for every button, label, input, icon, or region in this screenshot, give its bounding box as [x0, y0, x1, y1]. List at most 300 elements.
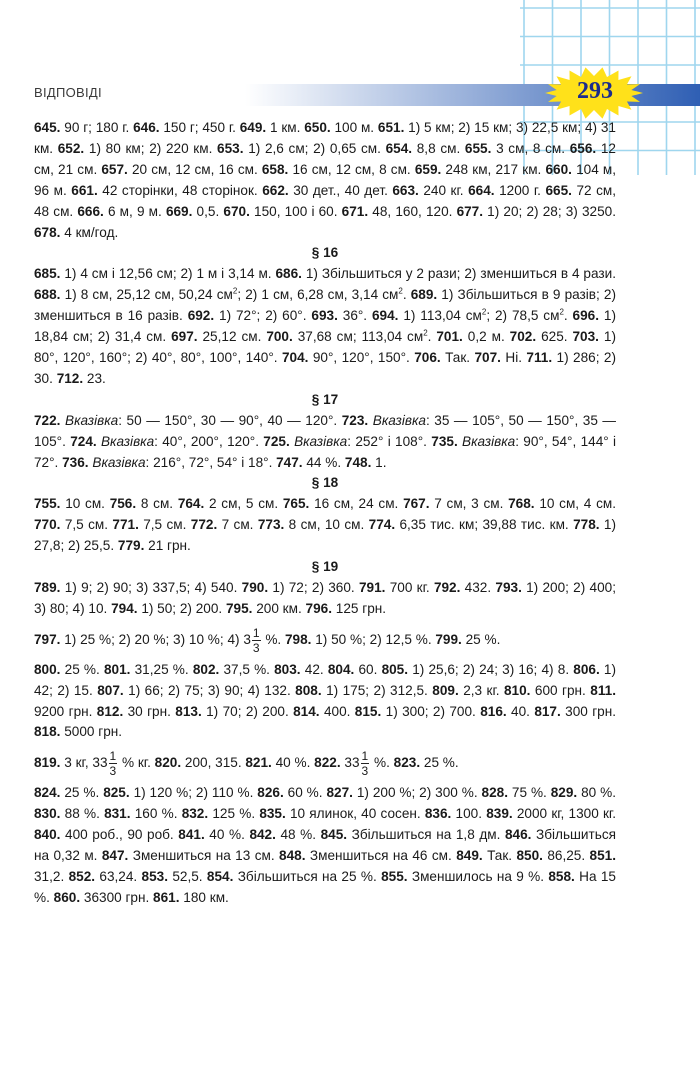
answer-value: 400 роб., 90 роб. — [60, 827, 179, 843]
answer-number: 827. — [326, 785, 353, 801]
answer-number: 659. — [414, 161, 442, 177]
answer-value: 48 %. — [275, 827, 321, 843]
answer-number: 830. — [34, 806, 61, 822]
answers-paragraph — [34, 411, 616, 474]
answer-number: 663. — [392, 182, 419, 198]
answer-number: 798. — [284, 631, 312, 647]
answer-number: 657. — [101, 161, 128, 177]
answer-value: 2,3 кг. — [458, 682, 504, 698]
answer-number: 823. — [393, 755, 421, 771]
answer-value: Ні. — [500, 349, 527, 365]
answer-value: 1) 80 км; 2) 220 км. — [84, 140, 218, 156]
answer-number: 649. — [239, 120, 267, 135]
answer-value: ; 2) 1 см, 6,28 см, 3,14 см — [237, 287, 399, 303]
answer-number: 810. — [504, 682, 531, 698]
answer-number: 677. — [456, 203, 484, 219]
answer-value: 2000 кг, 1300 кг. — [512, 806, 617, 822]
answer-number: 685. — [34, 266, 61, 282]
answer-number: 800. — [34, 661, 61, 677]
answer-number: 660. — [545, 161, 572, 177]
answer-value: 125 %. — [208, 806, 260, 822]
fraction — [361, 749, 370, 778]
answer-number: 703. — [572, 329, 599, 345]
answer-number: 650. — [304, 120, 331, 135]
answer-number: 655. — [464, 140, 492, 156]
answer-value: 10 ялинок, 40 сосен. — [285, 806, 425, 822]
answer-value: 180 км. — [179, 889, 229, 905]
answer-number: 702. — [509, 329, 537, 345]
answer-value: 40 %. — [204, 827, 250, 843]
answer-value: 300 грн. — [560, 703, 616, 719]
superscript: 2 — [559, 307, 564, 317]
answers-paragraph — [34, 620, 616, 660]
answer-number: 671. — [341, 203, 369, 219]
answer-value: 1) 286; 2) 30. — [34, 349, 617, 386]
answer-number: 804. — [327, 661, 355, 677]
answer-value: %. — [370, 755, 394, 771]
answer-number: 829. — [550, 785, 578, 801]
answer-value: : 50 — 150°, 30 — 90°, 40 — 120°. — [118, 412, 342, 428]
answer-number: 693. — [311, 308, 338, 324]
answer-number: 799. — [435, 631, 462, 647]
answer-number: 697. — [171, 329, 198, 345]
fraction-numerator: 1 — [252, 625, 260, 640]
answer-value: 7,5 см. — [60, 517, 113, 533]
answer-number: 796. — [305, 600, 332, 616]
answer-number: 840. — [34, 827, 61, 843]
answer-value: 9200 грн. — [34, 703, 97, 719]
answer-value: : 216°, 72°, 54° і 18°. — [145, 454, 277, 470]
answer-value: 0,2 м. — [462, 329, 510, 345]
hint-label: Вказівка — [65, 412, 119, 428]
answer-value: 1) 2,6 см; 2) 0,65 см. — [243, 140, 386, 156]
answers-paragraph — [34, 494, 616, 557]
answer-number: 747. — [276, 454, 303, 470]
answer-value: 240 кг. — [418, 182, 469, 198]
answer-number: 725. — [263, 433, 290, 449]
answer-number: 794. — [111, 600, 138, 616]
answer-value: 48, 160, 120. — [368, 203, 457, 219]
answer-number: 821. — [245, 755, 272, 771]
answer-number: 858. — [548, 869, 575, 884]
answer-number: 819. — [34, 755, 61, 771]
answer-number: 669. — [165, 203, 193, 219]
answer-value: 90 г; 180 г. — [60, 120, 134, 135]
answer-number: 791. — [358, 579, 386, 595]
answer-number: 696. — [572, 308, 600, 324]
answer-number: 824. — [34, 785, 61, 801]
answer-number: 768. — [508, 496, 535, 512]
answer-value: 20 см, 12 см, 16 см. — [127, 161, 262, 177]
answer-number: 658. — [261, 161, 289, 177]
answer-value: 86,25. — [542, 848, 590, 864]
answer-value: Так. — [440, 349, 475, 365]
answer-value: 2 см, 5 см. — [204, 496, 283, 512]
superscript: 2 — [232, 286, 238, 296]
answer-number: 855. — [381, 869, 408, 884]
answer-number: 822. — [314, 755, 341, 771]
answer-number: 711. — [526, 349, 553, 365]
answer-number: 704. — [281, 349, 309, 365]
answer-value: 1) 72°; 2) 60°. — [214, 308, 312, 324]
answer-number: 661. — [71, 182, 98, 198]
hint-label: Вказівка — [100, 433, 155, 449]
answer-number: 812. — [96, 703, 124, 719]
answer-value: На 15 %. — [34, 869, 616, 905]
answer-number: 802. — [192, 661, 220, 677]
answer-value: 1) Збільшиться в 9 разів; 2) зменшиться в 16 разів. — [34, 287, 616, 324]
answer-value: 1) Збільшиться у 2 рази; 2) зменшиться в 4 рази. — [301, 266, 616, 282]
answer-number: 813. — [175, 703, 202, 719]
answer-value: 200 км. — [252, 600, 306, 616]
answer-value: 1) 18,84 см; 2) 31,4 см. — [34, 308, 616, 345]
answer-number: 688. — [34, 287, 61, 303]
answer-value: 432. — [460, 579, 496, 595]
answer-number: 826. — [257, 785, 284, 801]
answer-number: 712. — [56, 370, 84, 386]
answer-number: 700. — [266, 329, 293, 345]
answer-number: 797. — [34, 631, 61, 647]
answer-value: 1) 50; 2) 200. — [137, 600, 226, 616]
superscript: 2 — [398, 286, 403, 296]
hint-label: Вказівка — [462, 433, 516, 449]
answer-value: 88 %. — [60, 806, 105, 822]
answer-value: 1. — [371, 454, 387, 470]
answer-number: 790. — [241, 579, 269, 595]
fraction-numerator: 1 — [109, 749, 117, 764]
answer-number: 853. — [141, 869, 168, 884]
answer-value: 72 см, 48 см. — [34, 182, 616, 219]
answer-value: 1) 200 %; 2) 300 %. — [352, 785, 482, 801]
answer-value: 5000 грн. — [60, 724, 123, 740]
answer-number: 831. — [104, 806, 131, 822]
answer-value: 44 %. — [302, 454, 345, 470]
answer-value: : 40°, 200°, 120°. — [154, 433, 264, 449]
answers-paragraph — [34, 578, 616, 620]
answer-value: ; 2) 78,5 см — [486, 308, 560, 324]
fraction — [109, 749, 118, 778]
answer-value: 1) 70; 2) 200. — [201, 703, 294, 719]
answer-value: 400. — [319, 703, 355, 719]
answer-number: 854. — [206, 869, 234, 884]
answer-number: 841. — [178, 827, 205, 843]
section-heading: § 18 — [311, 475, 339, 491]
answer-value: 125 грн. — [332, 600, 387, 616]
answer-value: Зменшилось на 9 %. — [407, 869, 549, 884]
answer-value: Так. — [482, 848, 517, 864]
section-heading: § 17 — [311, 391, 339, 407]
answer-number: 845. — [320, 827, 348, 843]
answer-value: 1) 300; 2) 700. — [381, 703, 481, 719]
answer-number: 793. — [495, 579, 522, 595]
answer-number: 665. — [545, 182, 572, 198]
answer-number: 656. — [569, 140, 597, 156]
answer-number: 792. — [433, 579, 461, 595]
answer-value: 1) 66; 2) 75; 3) 90; 4) 132. — [123, 682, 296, 698]
answer-number: 692. — [187, 308, 215, 324]
answer-number: 820. — [154, 755, 182, 771]
answer-value: 36300 грн. — [80, 889, 154, 905]
answer-number: 811. — [590, 682, 616, 698]
answer-number: 770. — [34, 517, 61, 533]
answer-number: 748. — [344, 454, 372, 470]
answer-value: 25 %. — [60, 661, 104, 677]
answer-value: 1) 120 %; 2) 110 %. — [129, 785, 258, 801]
answer-value: 1) 42; 2) 15. — [34, 661, 616, 698]
fraction — [252, 626, 261, 655]
answer-number: 707. — [474, 349, 501, 365]
answer-value: . — [427, 329, 437, 345]
answer-number: 806. — [573, 661, 600, 677]
answer-value: 150, 100 і 60. — [249, 203, 342, 219]
answer-value: 16 см, 12 см, 8 см. — [288, 161, 415, 177]
answer-value: %. — [261, 631, 285, 647]
answer-value: 7 см, 3 см. — [429, 496, 509, 512]
answer-number: 664. — [468, 182, 495, 198]
answer-number: 839. — [486, 806, 513, 822]
answer-value: 1) 80°, 120°, 160°; 2) 40°, 80°, 100°, 140°. — [34, 329, 616, 365]
answer-number: 814. — [293, 703, 320, 719]
answer-value: % кг. — [118, 755, 155, 771]
answer-number: 851. — [589, 848, 616, 864]
answer-number: 836. — [424, 806, 452, 822]
answer-value: 700 кг. — [385, 579, 434, 595]
answer-value: 31,2. — [34, 869, 69, 884]
answer-value: 25 %. — [461, 631, 501, 647]
answer-value: 75 %. — [508, 785, 551, 801]
answer-value: 7,5 см. — [138, 517, 191, 533]
answer-value: 40. — [506, 703, 535, 719]
answers-paragraph — [34, 264, 616, 389]
answer-number: 736. — [62, 454, 89, 470]
answer-number: 850. — [516, 848, 543, 864]
section-heading: § 19 — [311, 559, 339, 575]
answer-value: 600 грн. — [530, 682, 591, 698]
answer-value: 0,5. — [192, 203, 224, 219]
answer-value: 25 %. — [420, 755, 459, 771]
answer-number: 846. — [504, 827, 532, 843]
answer-value: 100 м. — [330, 120, 378, 135]
answer-value: 90°, 120°, 150°. — [308, 349, 415, 365]
answer-number: 860. — [53, 889, 81, 905]
answer-number: 774. — [368, 517, 396, 533]
answer-value: 30 грн. — [123, 703, 176, 719]
answers-paragraph — [34, 660, 616, 744]
answers-paragraph — [34, 783, 616, 908]
answer-number: 653. — [217, 140, 244, 156]
answer-number: 795. — [225, 600, 253, 616]
answer-value: 1) 20; 2) 28; 3) 3250. — [483, 203, 617, 219]
answer-value: 1) 25 %; 2) 20 %; 3) 10 %; 4) 3 — [60, 631, 251, 647]
answer-number: 670. — [223, 203, 250, 219]
answer-value: 1) 175; 2) 312,5. — [321, 682, 433, 698]
hint-label: Вказівка — [372, 412, 426, 428]
answer-value: 52,5. — [167, 869, 207, 884]
answer-value: Збільшиться на 25 %. — [233, 869, 382, 884]
answer-number: 848. — [279, 848, 306, 864]
section-title: ВІДПОВІДІ — [34, 85, 102, 100]
answer-value: 160 %. — [130, 806, 182, 822]
answer-value: 42 сторінки, 48 сторінок. — [97, 182, 263, 198]
fraction-numerator: 1 — [361, 749, 369, 764]
answer-value: 1) 72; 2) 360. — [268, 579, 359, 595]
answer-value: 31,25 %. — [130, 661, 193, 677]
answer-number: 678. — [34, 224, 61, 240]
answer-number: 767. — [403, 496, 430, 512]
answers-paragraph — [34, 118, 616, 243]
answer-number: 645. — [34, 120, 61, 135]
answer-value: 1) 27,8; 2) 25,5. — [34, 517, 616, 554]
fraction-denominator: 3 — [361, 764, 369, 779]
answer-value: Зменшиться на 13 см. — [128, 848, 280, 864]
answer-value: 3 кг, 33 — [60, 755, 108, 771]
answer-value: . — [563, 308, 573, 324]
answer-value: 3 см, 8 см. — [491, 140, 570, 156]
answer-value: 63,24. — [95, 869, 142, 884]
answer-value: 37,5 %. — [219, 661, 275, 677]
answer-value: 30 дет., 40 дет. — [288, 182, 393, 198]
answer-value: 6 м, 9 м. — [103, 203, 166, 219]
answer-value: 10 см, 4 см. — [534, 496, 617, 512]
answer-number: 735. — [431, 433, 458, 449]
answer-value: 36°. — [337, 308, 372, 324]
answer-value: 104 м, 96 м. — [34, 161, 617, 198]
answer-value: : 35 — 105°, 50 — 150°, 35 — 105°. — [34, 412, 617, 449]
answer-number: 808. — [295, 682, 322, 698]
answer-number: 789. — [34, 579, 61, 595]
answer-number: 651. — [377, 120, 405, 135]
answer-number: 828. — [481, 785, 509, 801]
answer-number: 809. — [432, 682, 459, 698]
section-heading: § 16 — [311, 245, 339, 261]
answer-number: 722. — [34, 412, 61, 428]
page-number: 293 — [577, 78, 613, 104]
answer-number: 807. — [97, 682, 124, 698]
answer-value: 25 %. — [60, 785, 104, 801]
answer-number: 772. — [190, 517, 218, 533]
answer-number: 778. — [573, 517, 600, 533]
answer-value: 1) 113,04 см — [398, 308, 482, 324]
answer-number: 773. — [257, 517, 285, 533]
answer-number: 849. — [456, 848, 483, 864]
answer-value: 23. — [83, 370, 106, 386]
answer-number: 652. — [57, 140, 85, 156]
answer-value: 1) 4 см і 12,56 см; 2) 1 м і 3,14 м. — [60, 266, 276, 282]
answer-value: Збільшиться на 0,32 м. — [34, 827, 616, 864]
answer-value: : 90°, 54°, 144° і 72°. — [34, 433, 617, 470]
answer-number: 818. — [34, 724, 61, 740]
answer-number: 723. — [341, 412, 369, 428]
answer-number: 686. — [275, 266, 302, 282]
answer-number: 662. — [262, 182, 289, 198]
answer-value: 4 км/год. — [60, 224, 119, 240]
answer-value: 1) 200; 2) 400; 3) 80; 4) 10. — [34, 579, 616, 616]
answer-number: 779. — [117, 538, 145, 554]
answer-value: 8 см, 10 см. — [284, 517, 369, 533]
answer-number: 847. — [101, 848, 129, 864]
answer-number: 832. — [181, 806, 209, 822]
hint-label: Вказівка — [92, 454, 146, 470]
answer-value: 37,68 см; 113,04 см — [292, 329, 424, 345]
answer-value: 625. — [536, 329, 573, 345]
answer-value: 1200 г. — [494, 182, 546, 198]
answer-value: 1) 9; 2) 90; 3) 337,5; 4) 540. — [60, 579, 242, 595]
answer-value: 150 г; 450 г. — [159, 120, 240, 135]
answer-value: 1 км. — [266, 120, 305, 135]
answer-number: 835. — [259, 806, 286, 822]
answers-paragraph — [34, 743, 616, 783]
answer-number: 706. — [414, 349, 441, 365]
answer-value: 1) 8 см, 25,12 см, 50,24 см — [60, 287, 233, 303]
answer-value: : 252° і 108°. — [347, 433, 432, 449]
answer-value: 33 — [340, 755, 360, 771]
answer-value: 8,8 см. — [412, 140, 465, 156]
answer-number: 815. — [354, 703, 382, 719]
answer-value: 16 см, 24 см. — [309, 496, 404, 512]
answer-value: 42. — [300, 661, 328, 677]
answer-number: 801. — [103, 661, 131, 677]
answer-value: Зменшиться на 46 см. — [305, 848, 457, 864]
answer-number: 724. — [70, 433, 97, 449]
superscript: 2 — [423, 328, 428, 338]
answer-value: 21 грн. — [144, 538, 191, 554]
answer-value: 25,12 см. — [197, 329, 267, 345]
answer-value: 248 км, 217 км. — [441, 161, 546, 177]
answer-value: 6,35 тис. км; 39,88 тис. км. — [395, 517, 574, 533]
answer-value: 40 %. — [271, 755, 315, 771]
fraction-denominator: 3 — [109, 764, 117, 779]
answer-value: 1) 5 км; 2) 15 км; 3) 22,5 км; 4) 31 км. — [34, 120, 616, 156]
answer-number: 817. — [534, 703, 561, 719]
answer-number: 666. — [77, 203, 104, 219]
answer-value: 200, 315. — [181, 755, 246, 771]
answer-number: 654. — [385, 140, 413, 156]
answer-number: 842. — [249, 827, 276, 843]
hint-label: Вказівка — [294, 433, 348, 449]
answer-value: 1) 25,6; 2) 24; 3) 16; 4) 8. — [408, 661, 574, 677]
answer-value: 80 %. — [577, 785, 617, 801]
answer-number: 861. — [153, 889, 180, 905]
answer-number: 694. — [371, 308, 399, 324]
answer-number: 701. — [436, 329, 463, 345]
answer-value: 60. — [354, 661, 382, 677]
answer-number: 852. — [68, 869, 96, 884]
answer-value: 10 см. — [60, 496, 110, 512]
answer-value: 60 %. — [283, 785, 327, 801]
answer-number: 805. — [381, 661, 409, 677]
answer-value: . — [402, 287, 411, 303]
answer-number: 803. — [274, 661, 301, 677]
answer-value: 12 см, 21 см. — [34, 140, 616, 177]
answer-value: 7 см. — [217, 517, 258, 533]
answer-number: 756. — [109, 496, 137, 512]
answer-value: 1) 50 %; 2) 12,5 %. — [311, 631, 436, 647]
answer-number: 771. — [112, 517, 139, 533]
answer-number: 764. — [177, 496, 205, 512]
fraction-denominator: 3 — [252, 640, 260, 655]
answers-text — [34, 118, 616, 909]
answer-number: 755. — [34, 496, 61, 512]
answer-number: 689. — [410, 287, 438, 303]
answer-number: 646. — [133, 120, 160, 135]
answer-value: 100. — [451, 806, 487, 822]
answer-value: Збільшиться на 1,8 дм. — [347, 827, 505, 843]
answer-number: 765. — [282, 496, 310, 512]
answer-number: 825. — [103, 785, 130, 801]
answer-number: 816. — [480, 703, 507, 719]
superscript: 2 — [481, 307, 487, 317]
answer-value: 8 см. — [136, 496, 178, 512]
